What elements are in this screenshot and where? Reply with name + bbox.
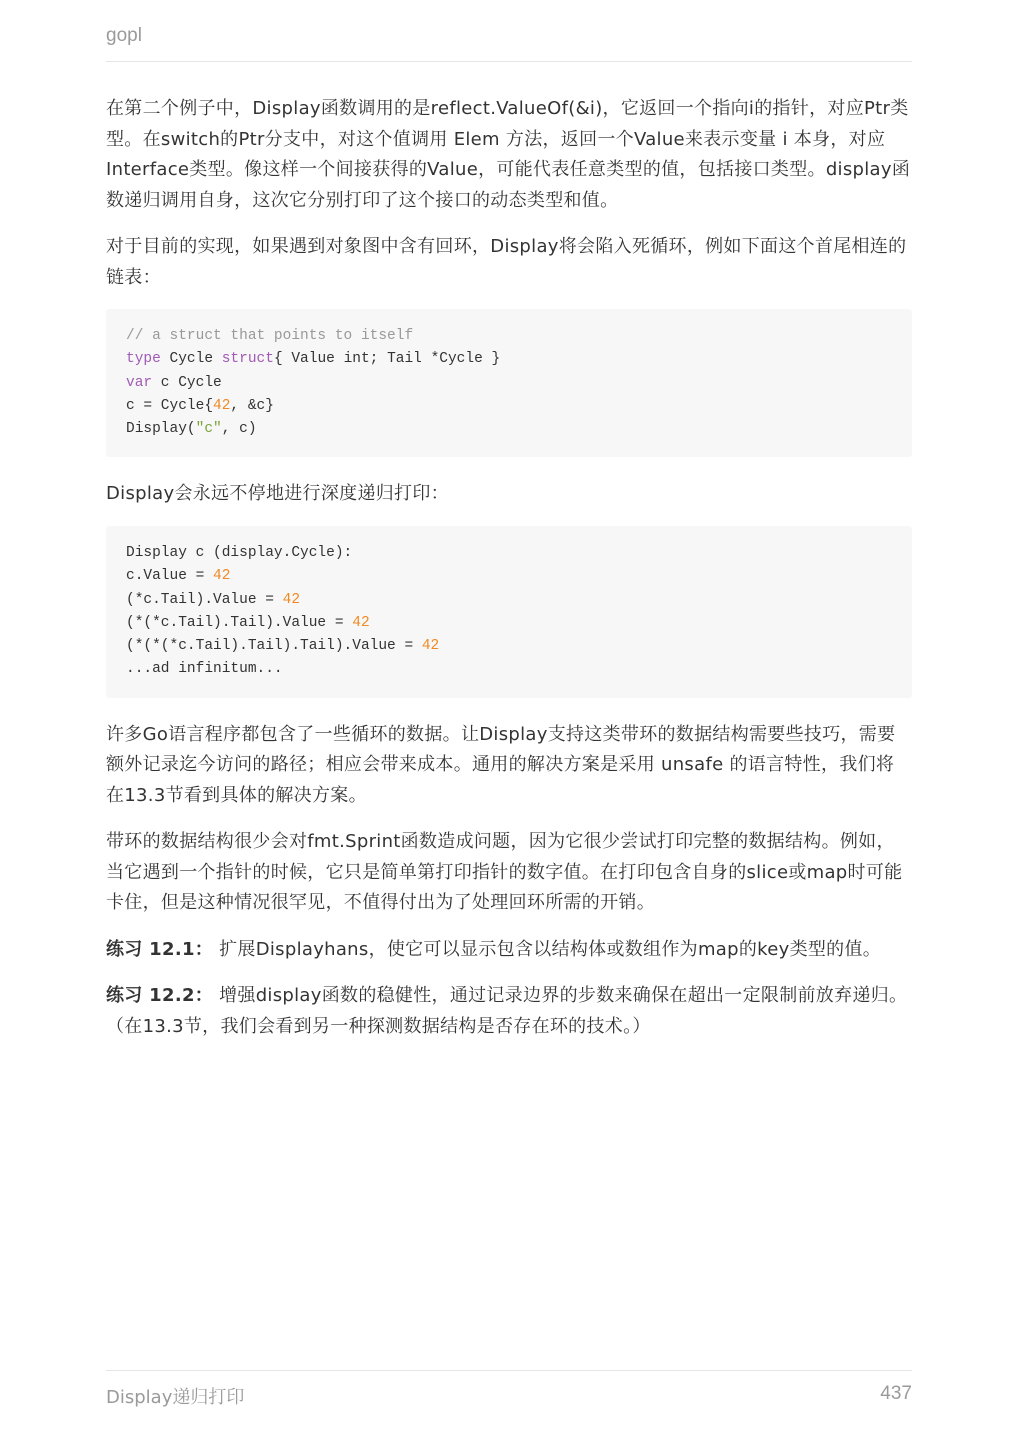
code-text: Display( — [126, 421, 196, 438]
page-number: 437 — [880, 1383, 912, 1404]
exercise-text: 扩展Displayhans，使它可以显示包含以结构体或数组作为map的key类型的值。 — [213, 938, 882, 960]
paragraph-display-ptr: 在第二个例子中，Display函数调用的是reflect.ValueOf(&i)，它返回一个指向i的指针，对应Ptr类型。在switch的Ptr分支中，对这个值调用 Elem 方法，返回一个Value来表示变量 i 本身，对应Interface类型。像这样一个间接获得的Value，可能代表任意类型的值，包括接口类型。display函数递归调用自身，这次它分别打印了这个接口的动态类型和值。 — [106, 98, 911, 211]
code-line — [126, 565, 892, 588]
paragraph-infinite-recursion: Display会永远不停地进行深度递归打印： — [106, 483, 449, 505]
page-header — [106, 24, 912, 62]
code-block-output — [106, 526, 912, 698]
code-line — [126, 658, 892, 681]
code-line — [126, 348, 892, 371]
code-text: Cycle — [160, 351, 222, 368]
code-block-cycle — [106, 309, 912, 457]
code-line — [126, 372, 892, 395]
code-number: 42 — [213, 397, 231, 414]
code-text: c.Value = — [126, 568, 214, 585]
code-number: 42 — [352, 614, 370, 631]
code-number: 42 — [421, 638, 440, 655]
book-title: gopl — [106, 25, 142, 46]
code-text: Display c (display.Cycle): — [126, 544, 353, 561]
code-string: "c" — [195, 421, 222, 438]
code-line — [126, 635, 892, 658]
paragraph-cyclic-data: 许多Go语言程序都包含了一些循环的数据。让Display支持这类带环的数据结构需要些技巧，需要额外记录迄今访问的路径；相应会带来成本。通用的解决方案是采用 unsafe 的语言特性，我们将在13.3节看到具体的解决方案。 — [106, 723, 896, 806]
code-text: c = Cycle{ — [126, 397, 214, 414]
code-text: c Cycle — [152, 374, 222, 391]
code-text: { Value int; Tail *Cycle } — [273, 351, 501, 368]
code-line — [126, 325, 892, 348]
paragraph-cycle-intro: 对于目前的实现，如果遇到对象图中含有回环，Display将会陷入死循环，例如下面这个首尾相连的链表： — [106, 236, 907, 288]
page-content — [106, 94, 912, 1058]
paragraph-fmt-sprint: 带环的数据结构很少会对fmt.Sprint函数造成问题，因为它很少尝试打印完整的数据结构。例如，当它遇到一个指针的时候，它只是简单第打印指针的数字值。在打印包含自身的slice或map时可能卡住，但是这种情况很罕见，不值得付出为了处理回环所需的开销。 — [106, 831, 903, 914]
exercise-12-2 — [106, 981, 912, 1042]
exercise-12-1 — [106, 935, 912, 966]
page — [106, 0, 912, 1440]
code-comment: // a struct that points to itself — [126, 328, 414, 344]
code-line — [126, 589, 892, 612]
code-line — [126, 542, 892, 565]
code-line — [126, 612, 892, 635]
exercise-label: 练习 12.1： — [106, 938, 214, 960]
code-text: (*(*c.Tail).Tail).Value = — [126, 614, 353, 631]
code-number: 42 — [282, 591, 301, 608]
exercise-text: 增强display函数的稳健性，通过记录边界的步数来确保在超出一定限制前放弃递归。（在13.3节，我们会看到另一种探测数据结构是否存在环的技术。） — [106, 985, 908, 1037]
code-text: (*(*(*c.Tail).Tail).Tail).Value = — [126, 638, 422, 655]
code-keyword: type — [126, 351, 161, 368]
code-line — [126, 395, 892, 418]
code-text: (*c.Tail).Value = — [126, 591, 283, 608]
page-footer — [106, 1370, 912, 1411]
code-line — [126, 418, 892, 441]
code-text: ...ad infinitum... — [126, 661, 283, 678]
code-keyword: struct — [221, 351, 274, 368]
exercise-label: 练习 12.2： — [106, 985, 214, 1007]
section-title: Display递归打印 — [106, 1387, 245, 1408]
code-text: , c) — [221, 421, 257, 438]
code-keyword: var — [126, 374, 153, 391]
code-number: 42 — [213, 568, 231, 585]
code-text: , &c} — [230, 397, 274, 414]
